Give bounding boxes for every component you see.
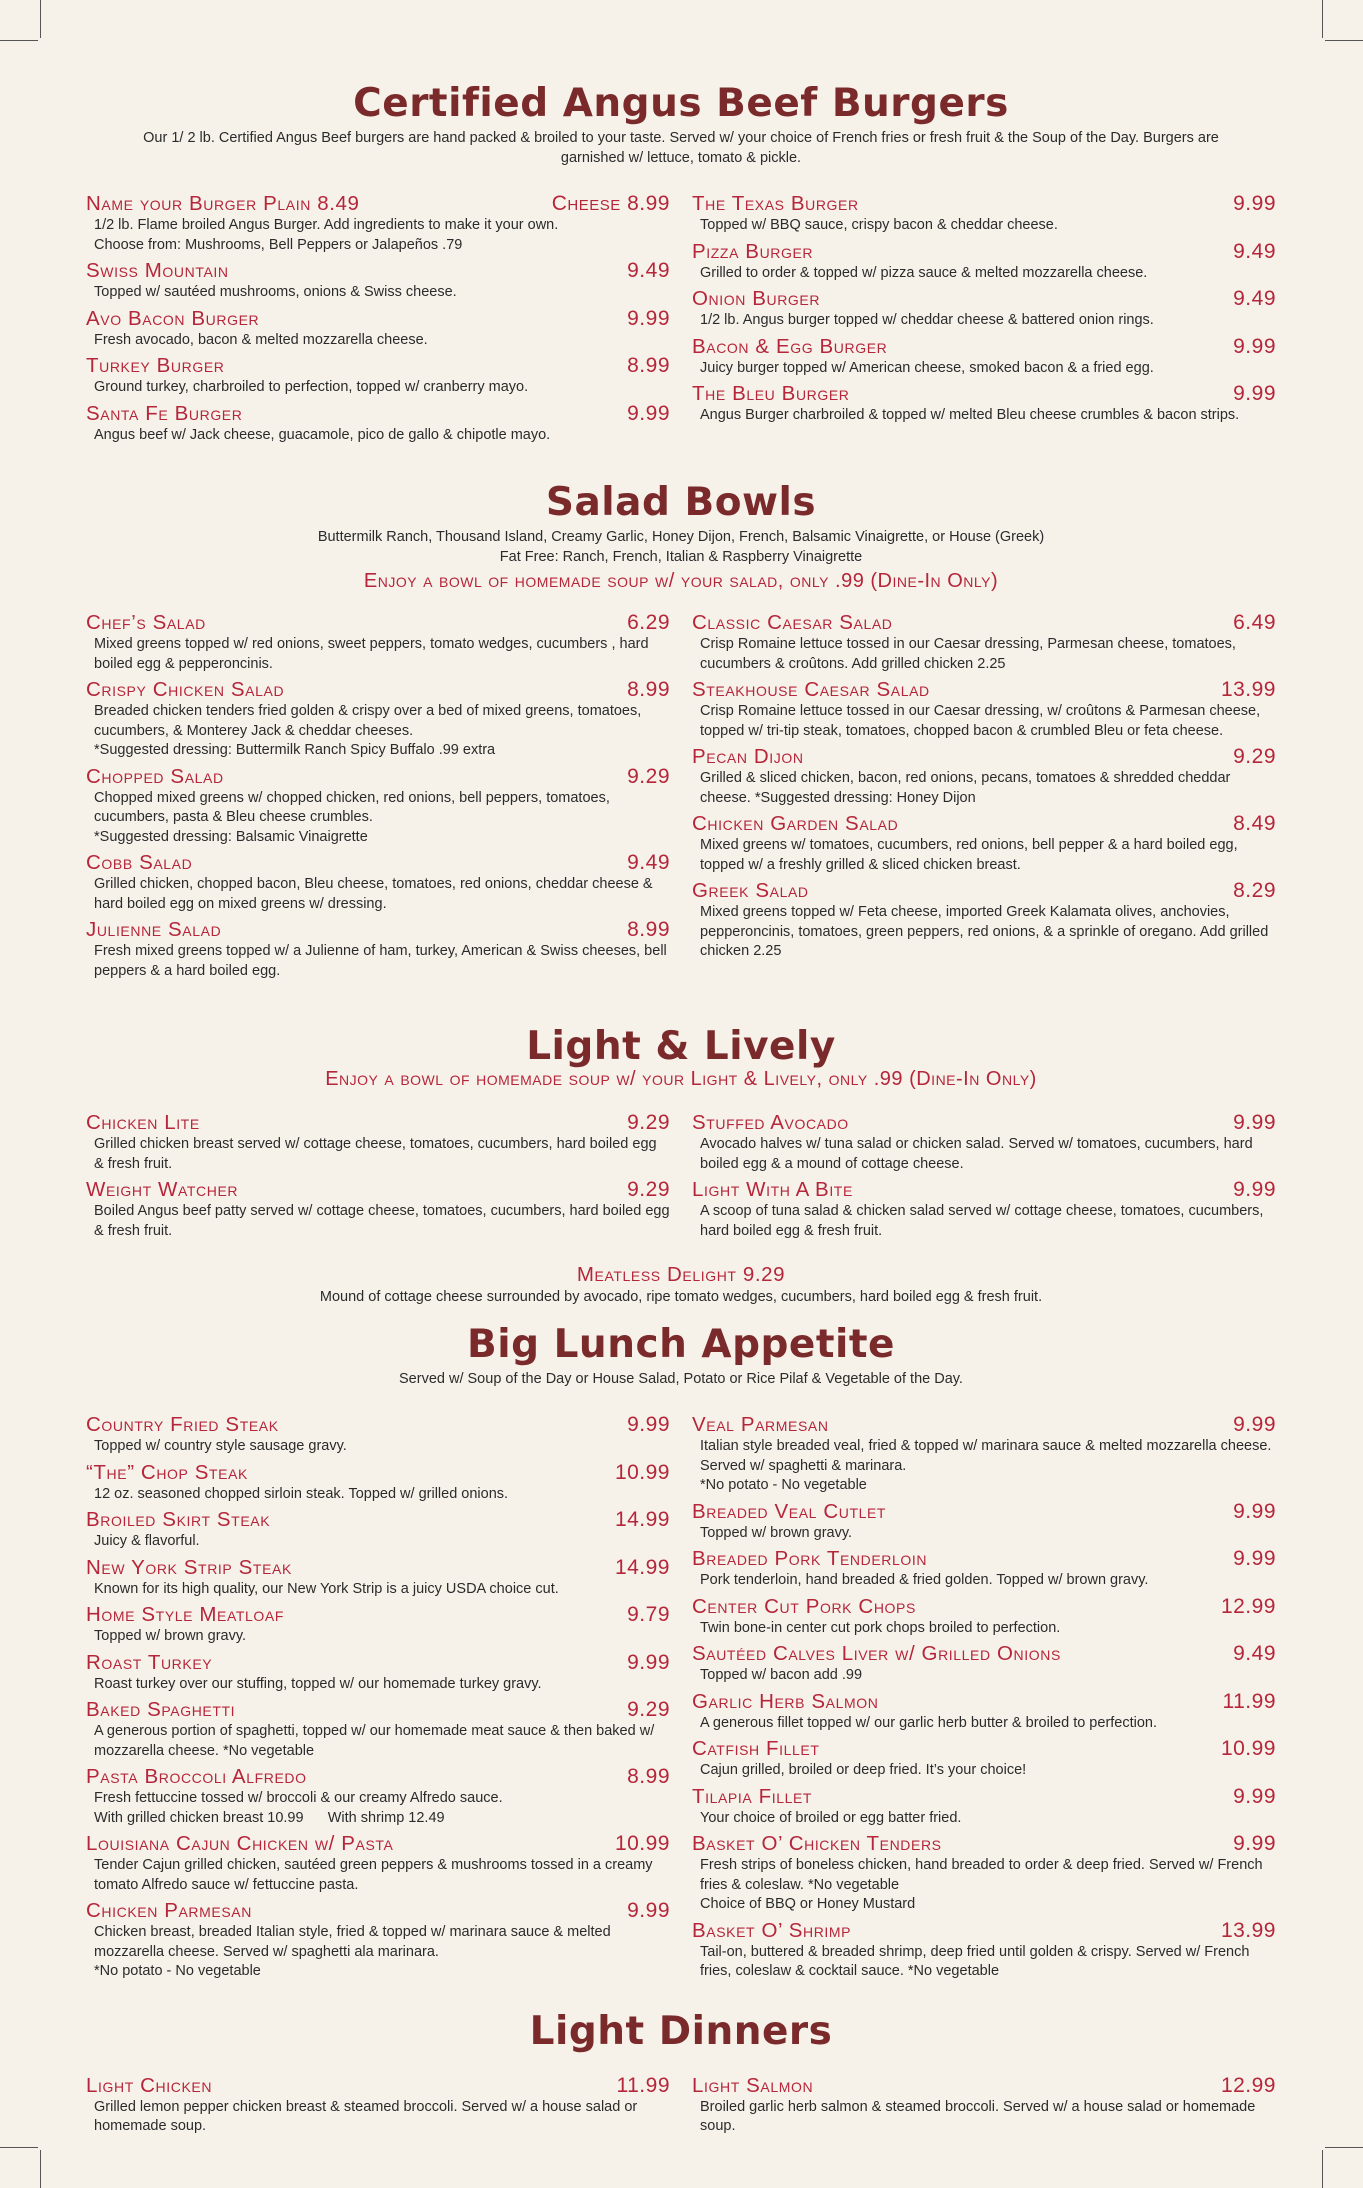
item-desc-line: Fresh fettuccine tossed w/ broccoli & our creamy Alfredo sauce. [94,1790,503,1806]
item-price: 9.99 [627,306,670,330]
item-price: 9.29 [627,764,670,788]
item-desc-line: Angus beef w/ Jack cheese, guacamole, pico de gallo & chipotle mayo. [94,426,551,443]
item-desc [86,283,670,303]
item-name: Swiss Mountain [86,259,229,282]
item-name: Steakhouse Caesar Salad [692,678,930,701]
item-desc [86,702,670,761]
menu-item [692,611,1276,674]
item-name: Catfish Fillet [692,1737,820,1760]
item-desc [692,1943,1276,1982]
item-price: 12.99 [1220,2073,1276,2097]
menu-item [692,1642,1276,1686]
menu-item [692,1737,1276,1781]
item-price: Cheese 8.99 [551,192,670,215]
item-name: Meatless Delight 9.29 [576,1263,786,1286]
menu-item [86,611,670,674]
item-name: Sautéed Calves Liver w/ Grilled Onions [692,1642,1061,1665]
item-desc [86,942,670,981]
menu-item [86,1651,670,1695]
menu-item [692,1547,1276,1591]
item-desc-line: Avocado halves w/ tuna salad or chicken salad. Served w/ tomatoes, cucumbers, hard boiled egg & a mound of cottage cheese. [700,1136,1253,1172]
menu-item [86,1765,670,1828]
section-intro: Buttermilk Ranch, Thousand Island, Creamy Garlic, Honey Dijon, French, Balsamic Vinaigrette, or House (Greek) [317,529,1045,545]
section-title: Big Lunch Appetite [466,1322,895,1367]
promo-line: Enjoy a bowl of homemade soup w/ your Light & Lively, only .99 (Dine-In Only) [325,1068,1037,1090]
item-price: 9.49 [1233,1642,1276,1665]
menu-item [86,1698,670,1761]
item-name: The Bleu Burger [692,382,850,405]
item-desc-line: Twin bone-in center cut pork chops broiled to perfection. [700,1619,1061,1636]
item-desc [86,635,670,674]
item-price: 9.99 [1233,334,1276,358]
section-title: Light Dinners [529,2008,833,2054]
menu-item [86,402,670,446]
menu-item [692,1413,1276,1496]
item-price: 10.99 [614,1460,670,1484]
item-price: 9.99 [1233,1499,1276,1523]
item-name: Basket O’ Chicken Tenders [692,1832,942,1855]
item-desc [86,1722,670,1761]
menu-item [692,678,1276,741]
item-desc [86,789,670,848]
item-price: 14.99 [614,1555,670,1579]
item-price: 9.99 [1233,192,1276,215]
item-price: 14.99 [614,1508,670,1531]
item-name: Chicken Garden Salad [692,812,899,835]
item-name: Crispy Chicken Salad [86,678,285,701]
item-desc [692,1761,1276,1781]
item-desc-line: Roast turkey over our stuffing, topped w/ our homemade turkey gravy. [94,1675,542,1692]
item-name: The Texas Burger [692,192,859,215]
menu-item [86,354,670,398]
item-note: *No potato - No vegetable [700,1477,867,1493]
item-desc [692,1135,1276,1174]
item-desc-line: Your choice of broiled or egg batter fried. [700,1809,962,1826]
item-desc-line: Topped w/ brown gravy. [94,1628,247,1644]
item-price: 9.99 [1233,1178,1276,1201]
item-name: Light Chicken [86,2073,213,2097]
item-desc-line: Grilled lemon pepper chicken breast & steamed broccoli. Served w/ a house salad or homemade soup. [94,2098,638,2134]
left-column [86,1111,670,1245]
item-desc [86,2098,670,2137]
menu-item [86,678,670,761]
item-desc [692,1437,1276,1496]
item-desc-line: Grilled & sliced chicken, bacon, red onions, pecans, tomatoes & shredded cheddar cheese. *Suggested dressing: Honey Dijon [700,770,1231,806]
item-price: 13.99 [1220,1918,1276,1942]
item-desc-line: Topped w/ bacon add .99 [700,1667,863,1683]
right-column [692,2074,1276,2141]
item-price: 8.99 [627,1765,670,1788]
item-desc-line: Juicy & flavorful. [94,1533,200,1549]
right-column [692,1111,1276,1245]
item-name: Garlic Herb Salmon [692,1689,879,1713]
item-desc-line: Breaded chicken tenders fried golden & crispy over a bed of mixed greens, tomatoes, cucumbers, & Monterey Jack & cheddar cheeses. [94,703,642,739]
item-price: 9.99 [1233,1413,1276,1436]
menu-item [692,192,1276,236]
item-desc [692,635,1276,674]
item-price: 9.49 [627,259,670,282]
menu-item [86,1178,670,1241]
item-price: 9.99 [1233,1111,1276,1134]
item-price: 8.99 [627,354,670,377]
item-desc-line: Juicy burger topped w/ American cheese, smoked bacon & a fried egg. [700,359,1154,376]
item-desc [86,1627,670,1647]
menu-item [86,765,670,848]
item-desc-line: Grilled chicken breast served w/ cottage cheese, tomatoes, cucumbers, hard boiled egg & fresh fruit. [94,1136,657,1172]
item-name: Roast Turkey [86,1650,213,1674]
menu-item [692,1500,1276,1544]
menu-item [86,307,670,351]
item-price: 9.29 [627,1698,670,1721]
light-dinners-section [86,2008,1276,2141]
item-desc-line: 1/2 lb. Angus burger topped w/ cheddar cheese & battered onion rings. [700,312,1154,328]
item-desc [86,1485,670,1505]
menu-page [86,80,1276,2141]
menu-item [86,1556,670,1600]
section-intro: Fat Free: Ranch, French, Italian & Raspberry Vinaigrette [499,549,863,565]
item-price: 8.49 [1233,812,1276,835]
item-price: 9.99 [627,1650,670,1674]
menu-item [86,2074,670,2137]
item-name: Broiled Skirt Steak [86,1508,271,1531]
menu-item [692,1919,1276,1982]
item-desc-line: Topped w/ BBQ sauce, crispy bacon & cheddar cheese. [700,217,1058,233]
menu-item [692,287,1276,331]
menu-item [692,240,1276,284]
item-price: 9.99 [627,1413,670,1436]
item-desc [86,331,670,351]
item-desc [692,1524,1276,1544]
item-name: Basket O’ Shrimp [692,1918,852,1942]
item-name: Avo Bacon Burger [86,306,260,330]
item-desc-line: A generous fillet topped w/ our garlic herb butter & broiled to perfection. [700,1714,1158,1731]
meatless-delight [86,1263,1276,1307]
item-price: 9.49 [1233,239,1276,263]
item-price: 8.29 [1233,879,1276,902]
crop-mark [1322,0,1323,38]
item-price: 11.99 [1222,1689,1276,1713]
item-price: 9.79 [627,1603,670,1626]
item-desc-line: Pork tenderloin, hand breaded & fried golden. Topped w/ brown gravy. [700,1572,1149,1588]
menu-item [86,259,670,303]
item-price: 6.29 [627,611,670,634]
section-intro: Our 1/ 2 lb. Certified Angus Beef burgers are hand packed & broiled to your taste. Served w/ your choice of French fries or fresh fruit & the Soup of the Day. Burgers are garnished w/ lettuce, tomato & pickle. [143,130,1219,166]
menu-item [692,335,1276,379]
menu-item [692,812,1276,875]
menu-item [692,382,1276,426]
item-desc-line: Crisp Romaine lettuce tossed in our Caesar dressing, w/ croûtons & Parmesan cheese, topped w/ tri-tip steak, tomatoes, chopped bacon & crumbled Bleu or feta cheese. [700,703,1261,739]
item-name: Center Cut Pork Chops [692,1594,916,1618]
item-desc [86,875,670,914]
item-price: 8.99 [627,918,670,941]
item-name: “The” Chop Steak [86,1460,248,1484]
menu-item [86,918,670,981]
crop-mark [1322,2150,1323,2188]
menu-item [86,1508,670,1552]
item-desc-line: 12 oz. seasoned chopped sirloin steak. Topped w/ grilled onions. [94,1485,509,1502]
item-desc-line: Broiled garlic herb salmon & steamed broccoli. Served w/ a house salad or homemade soup. [700,2098,1256,2134]
item-desc [86,1856,670,1895]
item-desc [692,216,1276,236]
item-price: 9.99 [627,401,670,425]
menu-item [86,1603,670,1647]
item-price: 9.29 [627,1111,670,1134]
item-name: Louisiana Cajun Chicken w/ Pasta [86,1832,394,1855]
item-note: *No potato - No vegetable [94,1963,261,1979]
item-desc-line: Italian style breaded veal, fried & topped w/ marinara sauce & melted mozzarella cheese. Served w/ spaghetti & marinara. [700,1438,1272,1474]
item-desc [692,2098,1276,2137]
item-desc-line: Grilled chicken, chopped bacon, Bleu cheese, tomatoes, red onions, cheddar cheese & hard boiled egg on mixed greens w/ dressing. [94,876,653,912]
crop-mark [40,2150,41,2188]
menu-item [692,1690,1276,1734]
crop-mark [40,0,41,38]
left-column [86,1413,670,1986]
item-price: 9.49 [627,851,670,874]
item-desc-line: Fresh mixed greens topped w/ a Julienne of ham, turkey, American & Swiss cheeses, bell peppers & a hard boiled egg. [94,943,667,979]
item-price: 9.29 [627,1178,670,1201]
item-desc-line: Mixed greens w/ tomatoes, cucumbers, red onions, bell pepper & a hard boiled egg, topped w/ a freshly grilled & sliced chicken breast. [700,837,1238,873]
menu-item [86,1111,670,1174]
left-column [86,192,670,449]
item-desc-line: Topped w/ country style sausage gravy. [94,1438,347,1454]
item-desc-line: Mixed greens topped w/ Feta cheese, imported Greek Kalamata olives, anchovies, pepperoncinis, tomatoes, green peppers, red onions, & a sprinkle of oregano. Add grilled chicken 2.25 [700,904,1269,959]
item-price: 9.99 [1233,382,1276,405]
menu-item [692,1785,1276,1829]
item-desc [692,1666,1276,1686]
menu-item [86,1461,670,1505]
item-price: 9.99 [1233,1784,1276,1808]
item-name: Santa Fe Burger [86,401,243,425]
item-desc-line: Boiled Angus beef patty served w/ cottage cheese, tomatoes, cucumbers, hard boiled egg & fresh fruit. [94,1203,670,1239]
crop-mark [0,2147,38,2148]
item-desc [692,1809,1276,1829]
item-desc [692,1856,1276,1915]
crop-mark [1325,2147,1363,2148]
item-name: Bacon & Egg Burger [692,334,888,358]
item-price: 6.49 [1233,611,1276,634]
item-desc [692,406,1276,426]
item-note: *Suggested dressing: Balsamic Vinaigrette [94,828,368,845]
item-name: Home Style Meatloaf [86,1603,285,1626]
item-price: 10.99 [614,1832,670,1855]
item-desc-line: Chopped mixed greens w/ chopped chicken, red onions, bell peppers, tomatoes, cucumbers, pasta & Bleu cheese crumbles. [94,789,610,825]
item-desc-line: Chicken breast, breaded Italian style, fried & topped w/ marinara sauce & melted mozzarella cheese. Served w/ spaghetti ala marinara. [94,1924,611,1960]
item-price: 8.99 [627,678,670,701]
item-desc [86,1135,670,1174]
item-name: Chopped Salad [86,764,224,788]
section-title: Light & Lively [526,1024,836,1069]
item-note: Choice of BBQ or Honey Mustard [700,1896,916,1912]
item-price: 9.29 [1233,745,1276,768]
item-desc [692,1619,1276,1639]
item-name: Pasta Broccoli Alfredo [86,1765,307,1788]
right-column [692,611,1276,985]
item-name: Breaded Pork Tenderloin [692,1547,928,1570]
item-desc [692,264,1276,284]
item-desc [86,1437,670,1457]
right-column [692,1413,1276,1986]
item-name: Country Fried Steak [86,1413,279,1436]
crop-mark [1325,40,1363,41]
item-desc [86,216,670,255]
menu-item [692,1111,1276,1174]
item-desc [86,1532,670,1552]
item-desc [692,1202,1276,1241]
section-intro: Served w/ Soup of the Day or House Salad, Potato or Rice Pilaf & Vegetable of the Day. [399,1371,963,1387]
item-desc [86,426,670,446]
menu-item [692,1178,1276,1241]
item-name: Chicken Parmesan [86,1899,252,1922]
item-desc [86,1923,670,1982]
menu-item [86,1413,670,1457]
item-desc-line: Fresh avocado, bacon & melted mozzarella cheese. [94,331,428,348]
item-name: New York Strip Steak [86,1555,292,1579]
item-name: Chicken Lite [86,1111,200,1134]
item-desc [86,378,670,398]
item-desc [692,836,1276,875]
item-desc-line: Mixed greens topped w/ red onions, sweet peppers, tomato wedges, cucumbers , hard boiled egg & pepperoncinis. [94,636,649,672]
crop-mark [0,40,38,41]
item-name: Julienne Salad [86,918,222,941]
item-name: Name your Burger Plain 8.49 [86,192,360,215]
menu-item [86,1899,670,1982]
item-name: Classic Caesar Salad [692,611,893,634]
item-desc: Mound of cottage cheese surrounded by avocado, ripe tomato wedges, cucumbers, hard boiled egg & fresh fruit. [319,1289,1043,1305]
item-desc [692,311,1276,331]
menu-item [692,1832,1276,1915]
item-desc [692,359,1276,379]
item-name: Tilapia Fillet [692,1784,813,1808]
item-name: Light Salmon [692,2073,814,2097]
menu-item [86,851,670,914]
item-desc-line: Topped w/ sautéed mushrooms, onions & Swiss cheese. [94,284,457,300]
item-note: With grilled chicken breast 10.99 With shrimp 12.49 [94,1809,445,1826]
item-price: 9.99 [627,1899,670,1922]
item-desc [86,1580,670,1600]
right-column [692,192,1276,449]
item-desc-line: Cajun grilled, broiled or deep fried. It’s your choice! [700,1762,1027,1778]
menu-item [692,879,1276,962]
item-desc [692,769,1276,808]
menu-item [692,2074,1276,2137]
menu-item [86,192,670,255]
item-desc-line: A scoop of tuna salad & chicken salad served w/ cottage cheese, tomatoes, cucumbers, hard boiled egg & fresh fruit. [700,1203,1264,1239]
item-name: Cobb Salad [86,851,193,874]
item-price: 10.99 [1220,1737,1276,1760]
big-lunch-section [86,1321,1276,1986]
item-note: *Suggested dressing: Buttermilk Ranch Spicy Buffalo .99 extra [94,742,496,758]
item-name: Weight Watcher [86,1178,239,1201]
item-desc-line: A generous portion of spaghetti, topped w/ our homemade meat sauce & then baked w/ mozzarella cheese. *No vegetable [94,1723,655,1759]
item-desc-line: Known for its high quality, our New York Strip is a juicy USDA choice cut. [94,1580,559,1597]
item-desc [692,1571,1276,1591]
left-column [86,611,670,985]
item-desc [86,1789,670,1828]
item-name: Turkey Burger [86,354,225,377]
item-desc-line: 1/2 lb. Flame broiled Angus Burger. Add ingredients to make it your own. [94,217,559,233]
item-name: Breaded Veal Cutlet [692,1499,887,1523]
item-desc-line: Crisp Romaine lettuce tossed in our Caesar dressing, Parmesan cheese, tomatoes, cucumbers & croûtons. Add grilled chicken 2.25 [700,636,1236,672]
item-desc [86,1675,670,1695]
item-name: Veal Parmesan [692,1413,829,1436]
item-name: Baked Spaghetti [86,1698,236,1721]
item-desc-line: Topped w/ brown gravy. [700,1524,853,1541]
salads-section [86,479,1276,985]
item-desc [692,903,1276,962]
item-name: Chef’s Salad [86,611,206,634]
section-title: Salad Bowls [545,480,817,525]
item-desc-line: Ground turkey, charbroiled to perfection, topped w/ cranberry mayo. [94,379,529,395]
item-price: 9.99 [1233,1547,1276,1570]
menu-item [692,745,1276,808]
item-desc-line: Grilled to order & topped w/ pizza sauce & melted mozzarella cheese. [700,264,1148,281]
light-lively-section [86,1023,1276,1307]
item-desc [692,702,1276,741]
item-name: Pizza Burger [692,239,814,263]
burgers-section [86,80,1276,449]
item-desc-line: Tail-on, buttered & breaded shrimp, deep fried until golden & crispy. Served w/ French fries, coleslaw & cocktail sauce. *No vegetable [700,1943,1250,1979]
item-desc-line: Fresh strips of boneless chicken, hand breaded to order & deep fried. Served w/ French fries & coleslaw. *No vegetable [700,1857,1263,1893]
left-column [86,2074,670,2141]
promo-line: Enjoy a bowl of homemade soup w/ your salad, only .99 (Dine-In Only) [363,570,999,592]
item-desc-line: Choose from: Mushrooms, Bell Peppers or Jalapeños .79 [94,236,463,253]
section-title: Certified Angus Beef Burgers [353,81,1009,126]
item-price: 9.99 [1233,1832,1276,1855]
item-price: 9.49 [1233,287,1276,310]
item-name: Stuffed Avocado [692,1111,849,1134]
item-desc-line: Tender Cajun grilled chicken, sautéed green peppers & mushrooms tossed in a creamy tomato Alfredo sauce w/ fettuccine pasta. [94,1857,653,1893]
item-name: Onion Burger [692,287,821,310]
item-name: Pecan Dijon [692,745,804,768]
menu-item [86,1832,670,1895]
item-price: 11.99 [616,2073,670,2097]
item-desc-line: Angus Burger charbroiled & topped w/ melted Bleu cheese crumbles & bacon strips. [700,407,1240,423]
item-name: Greek Salad [692,879,809,902]
item-desc [86,1202,670,1241]
menu-item [692,1595,1276,1639]
item-desc [692,1714,1276,1734]
item-name: Light With A Bite [692,1178,853,1201]
item-price: 13.99 [1220,678,1276,701]
item-price: 12.99 [1220,1594,1276,1618]
